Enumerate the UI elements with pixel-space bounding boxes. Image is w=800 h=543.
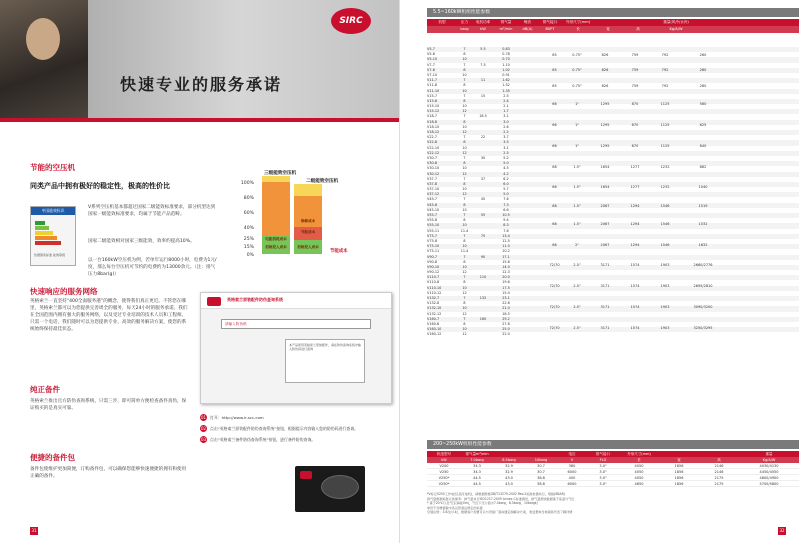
- table-row: V132-10 10 21.0: [427, 306, 799, 311]
- y-tick-label: 100%: [240, 181, 254, 186]
- table-row: V18-10 10 2.6: [427, 124, 509, 129]
- segment-label: 初始投入成本: [265, 245, 287, 249]
- group-values: 65 0.75" 826 759 792 280: [552, 83, 707, 88]
- group-values: 72/70 2.5" 3171 1574 1903 2660/2776: [549, 263, 713, 268]
- y-tick-label: 40%: [243, 226, 254, 231]
- table2: [427, 451, 799, 487]
- table-row: V75-7 7 75 13.4: [427, 234, 799, 239]
- service-paragraph: 英格索兰一直坚持“400全面服务港”的概念，使得我们真正更近。不管您在哪里，英格索兰都可以为您提供完善周全的服务，每天24小时的服务承诺。我们在全国范围内拥有强大的服务网络，以及受过专业培训的技术人员和工程师。只需一个电话，我们随时可以为您提供专业、高效的服务解决方案，使您的系统始终保持最佳状态。: [30, 299, 188, 332]
- chart-bar-segment: [294, 184, 322, 196]
- header-cell: 高: [636, 27, 640, 31]
- table-row: V22-8 8 3.5: [427, 140, 799, 145]
- chart-bar-segment: [262, 176, 290, 182]
- group-values: 68 2" 2067 1294 1546 1632: [552, 242, 708, 247]
- header-cell: dB(A): [522, 27, 533, 31]
- query-steps: [200, 414, 395, 447]
- table-row: V250* 44.5 43.0 38.8 400 3.0" 4050 1856 2175 4800/4900: [427, 475, 799, 481]
- segment-label: 初始投入成本: [297, 245, 319, 249]
- header-cell: 长: [576, 27, 580, 31]
- kit-paragraph: 备件包使维护更加简便，订购备件包，可以确保您能够快速便捷的拥有和使用正确的备件。: [30, 467, 187, 479]
- ir-logo: [300, 471, 312, 479]
- table-row: V30-10 10 4.5: [427, 166, 509, 171]
- table-row: V160-7 7 160 29.2: [427, 317, 799, 322]
- header-cell: 排气接口: [596, 452, 610, 456]
- header-cell: [427, 26, 457, 33]
- header-cell: 宽: [677, 458, 681, 462]
- table-row: V37-7 7 37 6.2: [427, 176, 509, 181]
- header-cell: 8.5barg: [502, 458, 516, 462]
- table-row: V110-7 7 110 20.0: [427, 275, 799, 280]
- chart-title-a: 三级能效空压机: [264, 171, 297, 176]
- table-row: V160-8 8 27.6: [427, 321, 510, 326]
- header-cell: 噪音: [523, 20, 532, 24]
- parts-paragraph: 英格索兰推出官方防伪查询系统，只需三步，即可简单方便检查备件真伪，保证购买的是真实可靠。: [30, 399, 187, 411]
- table-row: V7-7 7 7.5 1.10: [427, 62, 510, 67]
- table-row: V5-8 8 0.78: [427, 52, 510, 57]
- table-row: V250* 44.5 43.0 38.8 6000 3.0" 4650 1856 2175 5700/5800: [427, 481, 799, 487]
- parts-kit-card: [295, 466, 365, 512]
- y-tick-label: 25%: [243, 237, 254, 242]
- group-values: 65 0.75" 826 759 792 260: [552, 52, 707, 57]
- section-subheading: 同类产品中拥有极好的稳定性，极高的性价比: [30, 182, 170, 190]
- table-row: V30-7 7 30 5.2: [427, 155, 509, 160]
- header-cell: 机组型号: [437, 452, 451, 456]
- table-row: V90-12 12 12.3: [427, 270, 510, 275]
- badge-title: 中国能效标识: [31, 207, 75, 215]
- table-row: V30-8 8 5.0: [427, 161, 799, 166]
- group-values: 66 1" 1295 870 1125 560: [552, 102, 707, 107]
- header-cell: 长: [637, 458, 641, 462]
- group-values: 68 1.5" 2067 1294 1546 1519: [552, 203, 708, 208]
- table-row: V30-12 12 4.2: [427, 172, 799, 177]
- header-cell: Kg/A/W: [762, 458, 776, 462]
- table-row: V22-12 12 2.5: [427, 151, 799, 156]
- table-row: V15-12 12 1.7: [427, 109, 799, 114]
- table-row: V11-7 7 11 1.62: [427, 78, 799, 83]
- table-row: V22-7 7 22 3.7: [427, 135, 509, 140]
- table-row: V110-12 12 15.4: [427, 290, 510, 295]
- header-cell: [593, 19, 623, 26]
- group-values: 72/70 2.5" 3171 1574 1903 2695/2810: [549, 284, 713, 289]
- table-row: V132-12 12 18.5: [427, 311, 510, 316]
- badge-caption: 依据国家标准 能效等级: [34, 253, 65, 257]
- code-card: 本产品使用英格索兰原装配件，请在防伪查询系统中输入防伪码进行查询: [285, 339, 365, 383]
- hero-banner: [0, 0, 400, 118]
- energy-cost-chart: [230, 170, 380, 270]
- table-row: V45-10 10 6.6: [427, 207, 509, 212]
- header-cell: 压力: [460, 20, 469, 24]
- step-3: 03 点击“英格索兰备件防伪查询系统”按钮，进行备件防伪查询。: [200, 437, 316, 442]
- page-number: 32: [779, 528, 785, 533]
- table-row: V18-8 8 3.0: [427, 120, 799, 125]
- section-heading-kit: 便捷的备件包: [30, 453, 75, 462]
- group-values: 66 1" 1295 870 1125 625: [552, 122, 707, 127]
- segment-label: 维修成本: [300, 219, 316, 223]
- table-row: V15-10 10 2.1: [427, 104, 509, 109]
- divider: [0, 118, 400, 122]
- group-values: 72/70 2.5" 3171 1574 1903 3250/3295: [549, 325, 713, 330]
- table-row: V18-12 12 2.2: [427, 130, 799, 135]
- table-row: V22-10 10 3.1: [427, 145, 509, 150]
- hero-title: 快速专业的服务承诺: [120, 75, 283, 94]
- table-row: V75-8 8 12.5: [427, 238, 510, 243]
- section-heading-parts: 纯正备件: [30, 385, 60, 394]
- y-tick-label: 60%: [243, 211, 254, 216]
- segment-label: 节能成本: [300, 230, 316, 234]
- table1-header: [427, 19, 799, 34]
- right-page: [400, 0, 800, 543]
- header-cell: 10barg: [534, 458, 548, 462]
- hologram-seal-icon: [321, 475, 359, 499]
- header-cell: FLG: [599, 458, 607, 462]
- table1-title: 5.5~160kW机组性能参数: [427, 8, 799, 17]
- table-row: V5-10 10 0.70: [427, 57, 799, 62]
- chart-title-b: 二级能效空压机: [306, 179, 339, 184]
- y-tick-label: 0%: [246, 253, 254, 258]
- table-row: V45-7 7 45 7.6: [427, 197, 509, 202]
- energy-paragraph-3: 以一台160kW空压机为例，若单年运行8000小时，电费为1元/度，那么每台空压机可节约的电费约为13000余元。（注：排气压力8bar(g)）: [88, 258, 217, 277]
- ir-logo: [207, 297, 221, 306]
- anti-fake-screenshot: [200, 292, 392, 404]
- header-cell: 宽: [606, 27, 610, 31]
- table-row: V55-8 8 9.4: [427, 218, 509, 223]
- table-row: V90-10 10 14.0: [427, 265, 799, 270]
- table-row: V55-11 11.4 7.6: [427, 228, 509, 233]
- table-row: V90-8 8 15.6: [427, 259, 510, 264]
- header-cell: 外形尺寸(mm): [627, 452, 651, 456]
- step-1: 01 打开：http://www.ir-scc.com: [200, 415, 264, 420]
- group-values: 68 1.5" 1654 1277 1232 1040: [552, 185, 708, 190]
- header-cell: 重量(风冷/水冷): [663, 20, 689, 24]
- table-row: V15-7 7 15 2.5: [427, 93, 509, 98]
- table-row: V132-8 8 22.6: [427, 301, 510, 306]
- page-number: 31: [31, 528, 37, 533]
- header-cell: 排气量m³/min: [465, 452, 489, 456]
- group-values: 65 0.75" 826 759 792 280: [552, 68, 707, 73]
- table-row: V11-10 10 1.35: [427, 89, 799, 94]
- section-heading-energy: 节能的空压机: [30, 163, 75, 172]
- table-row: V45-8 8 7.3: [427, 203, 799, 208]
- header-cell: [623, 19, 653, 26]
- group-values: 72/70 2.5" 3171 1574 1903 3090/3200: [549, 304, 713, 309]
- table-row: V37-12 12 5.0: [427, 192, 799, 197]
- table-row: V75-10 10 11.0: [427, 244, 799, 249]
- header-cell: barg: [460, 27, 469, 31]
- table-row: V110-10 10 17.5: [427, 286, 799, 291]
- header-cell: 排气量: [500, 20, 512, 24]
- flag-title: 英格索兰原装配件防伪查询系统: [227, 297, 283, 302]
- table-row: V250 34.3 32.9 30.7 6000 3.0" 4050 1856 2146 4450/4550: [427, 469, 799, 475]
- y-tick-label: 80%: [243, 196, 254, 201]
- header-cell: Kg/A/W: [669, 27, 683, 31]
- header-cell: kW: [480, 27, 486, 31]
- table-row: V11-8 8 1.52: [427, 83, 510, 88]
- table-row: V7-10 10 0.91: [427, 72, 510, 77]
- header-cell: 7.0barg: [470, 458, 484, 462]
- table-row: V110-8 8 19.6: [427, 280, 510, 285]
- header-cell: 外形尺寸(mm): [565, 20, 591, 24]
- table-row: V37-10 10 5.7: [427, 187, 509, 192]
- table-row: V7-8 8 1.02: [427, 68, 799, 73]
- group-values: 68 1.5" 1654 1277 1232 862: [552, 164, 707, 169]
- chart-bar-segment: [262, 182, 290, 236]
- table-row: V37-8 8 6.0: [427, 182, 799, 187]
- energy-paragraph-1: V系列空压机基本都超过国家二级能效标准要求，部分机型达到国家一级能效标准要求，均属于节能产品范畴。: [88, 205, 216, 217]
- sirc-logo: SIRC: [331, 8, 371, 34]
- code-input[interactable]: 请输入防伪码: [221, 319, 371, 329]
- table-row: V75-11 11.4 10.2: [427, 249, 510, 254]
- energy-label-badge: [30, 206, 76, 266]
- header-cell: kW: [441, 458, 447, 462]
- energy-paragraph-2: 国家二级能效相对国家三级能效，效率约提高10%。: [88, 239, 195, 244]
- header-cell: 重量: [765, 452, 773, 456]
- table-notes: *V标记V250工作电压(高压电机)，请根据规格GB/T13279-2002 Rev.2标准检测执行，规格(6BAR) 排气量根据标准以供参考：排气量执行ISO1217-2009 Annex C标准测试，排气量测试数据基于室温与气压 * 基于20℃以及气压(海拔0m)，气压下压力值为7.0barg，8.5barg，10barg时 单价不含增值税中各运营商法规定的标准 空载运转：3-6次/小时，根据客户需要可以与设备厂商沟通定制解决方案，欢迎垂询当地销售代表了解详情: [427, 492, 575, 515]
- table-row: V132-7 7 132 23.1: [427, 296, 799, 301]
- header-cell: BSPT: [545, 27, 555, 31]
- step-2: 02 点击“英格索兰原装配件防伪查询系统”按钮，根据提示内容输入您的防伪码进行查询。: [200, 426, 358, 431]
- table2-title: 200~250kW机组性能参数: [427, 440, 799, 449]
- table-row: V55-10 10 8.3: [427, 223, 799, 228]
- header-cell: 高: [717, 458, 721, 462]
- table-row: V90-7 7 90 17.1: [427, 255, 799, 260]
- table-row: V5-7 7 5.5 0.83: [427, 47, 799, 52]
- group-values: 68 1.5" 2067 1294 1546 1532: [552, 221, 708, 226]
- engineer-photo: [0, 0, 88, 118]
- header-cell: 机型: [438, 20, 446, 24]
- table-row: V200 34.3 32.9 30.7 380 3.0" 4050 1856 2146 4030/4130: [427, 463, 799, 469]
- header-cell: V: [570, 458, 574, 462]
- section-heading-service: 快速响应的服务网络: [30, 287, 98, 296]
- table-row: V160-12 12 22.0: [427, 332, 510, 337]
- table-row: V55-7 7 55 10.5: [427, 213, 799, 218]
- header-cell: 电压: [568, 452, 576, 456]
- segment-label: 电能消耗成本: [265, 237, 287, 241]
- group-values: 66 1" 1295 870 1125 640: [552, 143, 707, 148]
- header-cell: m³/min: [499, 27, 513, 31]
- y-tick-label: 15%: [243, 245, 254, 250]
- chart-annotation: 节能成本: [330, 249, 348, 254]
- table-row: V15-8 8 2.4: [427, 99, 799, 104]
- header-cell: 电机功率: [475, 20, 491, 24]
- table-row: V18-7 7 18.5 3.1: [427, 114, 509, 119]
- table-row: V160-10 10 25.0: [427, 327, 799, 332]
- header-cell: 排气接口: [542, 20, 558, 24]
